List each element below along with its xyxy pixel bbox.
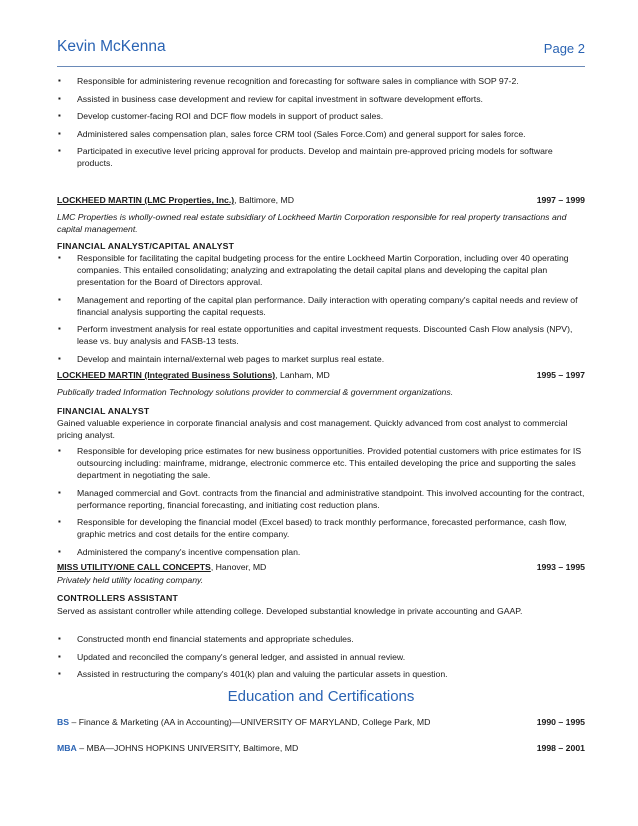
employer-description: LMC Properties is wholly-owned real estate subsidiary of Lockheed Martin Corporation responsible for real property transactions and capital management.: [57, 212, 567, 234]
job-title: FINANCIAL ANALYST: [57, 406, 150, 416]
employer-description: Publically traded Information Technology solutions provider to commercial & government organizations.: [57, 387, 454, 397]
list-item: ▪ Participated in executive level pricing approval for products. Develop and maintain pre-approved pricing models for software products.: [57, 145, 585, 169]
job-title: CONTROLLERS ASSISTANT: [57, 593, 178, 603]
list-item: ▪ Administered sales compensation plan, sales force CRM tool (Sales Force.Com) and general support for sales force.: [57, 128, 585, 140]
job-dates: 1997 – 1999: [536, 195, 585, 205]
employer-name: LOCKHEED MARTIN (LMC Properties, Inc.): [57, 195, 235, 205]
list-item: ▪ Managed commercial and Govt. contracts from the financial and administrative standpoint. This involved accounting for the contract, performance reporting, financial forecasting, and initiating cost reduction plans.: [57, 487, 585, 511]
education-heading: Education and Certifications: [227, 688, 415, 705]
employer-name: MISS UTILITY/ONE CALL CONCEPTS: [57, 562, 211, 572]
list-item: ▪ Perform investment analysis for real estate opportunities and capital investment requests. Discounted Cash Flow analysis (NPV), lease vs. buy analysis and FASB-13 tests.: [57, 323, 585, 347]
job-summary: Gained valuable experience in corporate financial analysis and cost management. Quickly advanced from cost analyst to commercial pricing analyst.: [57, 418, 568, 440]
continued-responsibilities: [57, 75, 585, 175]
education-dates: 1990 – 1995: [536, 717, 585, 727]
list-item: ▪ Develop customer-facing ROI and DCF flow models in support of product sales.: [57, 110, 585, 122]
degree-abbrev: MBA: [57, 743, 77, 753]
degree-abbrev: BS: [57, 717, 70, 727]
job-responsibilities: [57, 633, 585, 686]
job-responsibilities: [57, 252, 585, 370]
list-item: ▪ Responsible for developing the financial model (Excel based) to track monthly performance, forecasted performance, cash flow, graphic metrics and cost details for the entire company.: [57, 516, 585, 540]
employer-description: Privately held utility locating company.: [57, 575, 204, 585]
list-item: ▪ Constructed month end financial statements and appropriate schedules.: [57, 633, 585, 645]
page-header: [57, 38, 585, 67]
list-item: ▪ Management and reporting of the capital plan performance. Daily interaction with operating company's capital needs and review of financial analysis supporting the capital requests.: [57, 294, 585, 318]
job-header-lmc: [57, 194, 585, 206]
page-number: Page 2: [543, 41, 585, 56]
list-item: ▪ Responsible for facilitating the capital budgeting process for the entire Lockheed Martin Corporation, including over 40 operating companies. This entailed consolidating; analyzing and extrapolating the detail capital plans and developing the capital plan presentation for the Board of Directors approval.: [57, 252, 585, 288]
list-item: ▪ Responsible for developing price estimates for new business opportunities. Provided potential customers with price estimates for IS outsourcing including: mainframe, midrange, electronic commerce etc. This entailed developing the price and supporting the sales department in negotiating the sale.: [57, 445, 585, 481]
education-dates: 1998 – 2001: [536, 743, 585, 753]
job-title: FINANCIAL ANALYST/CAPITAL ANALYST: [57, 241, 235, 251]
job-dates: 1995 – 1997: [536, 370, 585, 380]
job-header-miss-utility: [57, 561, 585, 573]
job-responsibilities: [57, 445, 585, 563]
degree-detail: – Finance & Marketing (AA in Accounting)—UNIVERSITY OF MARYLAND, College Park, MD: [69, 717, 431, 727]
list-item: ▪ Responsible for administering revenue recognition and forecasting for software sales in compliance with SOP 97-2.: [57, 75, 585, 87]
job-summary: Served as assistant controller while attending college. Developed substantial knowledge in private accounting and GAAP.: [57, 606, 523, 616]
list-item: ▪ Updated and reconciled the company's general ledger, and assisted in annual review.: [57, 651, 585, 663]
list-item: ▪ Develop and maintain internal/external web pages to market surplus real estate.: [57, 353, 585, 365]
list-item: ▪ Administered the company's incentive compensation plan.: [57, 546, 585, 558]
education-item: [57, 716, 585, 728]
education-item: [57, 742, 585, 754]
employer-location: , Hanover, MD: [210, 562, 267, 572]
employer-location: , Baltimore, MD: [234, 195, 294, 205]
employer-name: LOCKHEED MARTIN (Integrated Business Solutions): [57, 370, 276, 380]
candidate-name: Kevin McKenna: [57, 38, 166, 55]
job-header-ibs: [57, 369, 585, 381]
employer-location: , Lanham, MD: [275, 370, 330, 380]
degree-detail: – MBA—JOHNS HOPKINS UNIVERSITY, Baltimore, MD: [76, 743, 299, 753]
list-item: ▪ Assisted in business case development and review for capital investment in software development efforts.: [57, 93, 585, 105]
list-item: ▪ Assisted in restructuring the company's 401(k) plan and valuing the particular assets in question.: [57, 668, 585, 680]
job-dates: 1993 – 1995: [536, 562, 585, 572]
